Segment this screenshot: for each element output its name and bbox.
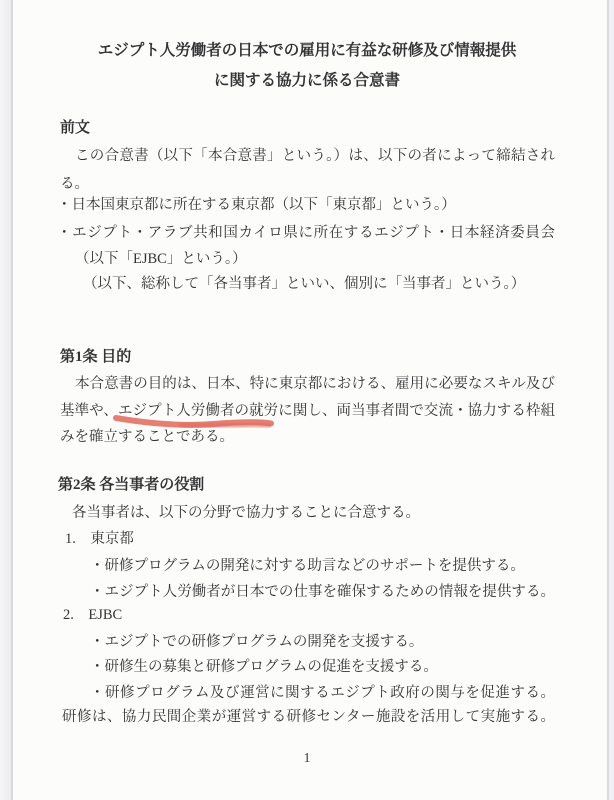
party-tokyo-line: ・日本国東京都に所在する東京都（以下「東京都」という。） <box>57 197 456 213</box>
article2-item1-bullet-2: ・エジプト人労働者が日本での仕事を確保するための情報を提供する。 <box>90 584 555 600</box>
parties-collective-note: （以下、総称して「各当事者」といい、個別に「当事者」という。） <box>83 276 526 292</box>
document-title-line-1: エジプト人労働者の日本での雇用に有益な研修及び情報提供 <box>97 42 517 59</box>
preamble-paragraph-line-1: この合意書（以下「本合意書」という。）は、以下の者によって締結され <box>75 148 555 164</box>
red-underline-stroke-secondary <box>181 425 269 426</box>
article2-item1-bullet-1: ・研修プログラムの開発に対する助言などのサポートを提供する。 <box>90 558 525 574</box>
document-title-line-2: に関する協力に係る合意書 <box>213 72 400 89</box>
party-ejbc-line-2: （以下「EJBC」という。） <box>75 251 247 267</box>
page-left-edge <box>0 0 13 800</box>
article2-intro: 各当事者は、以下の分野で協力することに合意する。 <box>72 505 420 521</box>
party-ejbc-line-1: ・エジプト・アラブ共和国カイロ県に所在するエジプト・日本経済委員会 <box>57 225 555 241</box>
page-number: 1 <box>303 751 311 766</box>
article2-item2-bullet-2: ・研修生の募集と研修プログラムの促進を支援する。 <box>90 659 438 675</box>
article2-item2-bullet-3: ・研修プログラム及び運営に関するエジプト政府の関与を促進する。 <box>90 685 555 701</box>
article2-closing-line: 研修は、協力民間企業が運営する研修センター施設を活用して実施する。 <box>62 709 555 725</box>
article1-line-1: 本合意書の目的は、日本、特に東京都における、雇用に必要なスキル及び <box>75 376 555 392</box>
article2-item1-label: 1. 東京都 <box>65 531 134 547</box>
article1-line-2: 基準や、エジプト人労働者の就労に関し、両当事者間で交流・協力する枠組 <box>60 403 555 419</box>
red-underline-annotation <box>111 411 296 433</box>
page-right-edge <box>607 0 614 800</box>
article2-item2-bullet-1: ・エジプトでの研修プログラムの開発を支援する。 <box>90 634 424 650</box>
preamble-heading: 前文 <box>60 120 91 136</box>
article1-line-3: みを確立することである。 <box>60 429 234 445</box>
article1-heading: 第1条 目的 <box>60 349 132 365</box>
article2-item2-label: 2. EJBC <box>63 607 123 623</box>
preamble-paragraph-line-2: る。 <box>60 176 89 192</box>
article2-heading: 第2条 各当事者の役割 <box>58 477 205 493</box>
